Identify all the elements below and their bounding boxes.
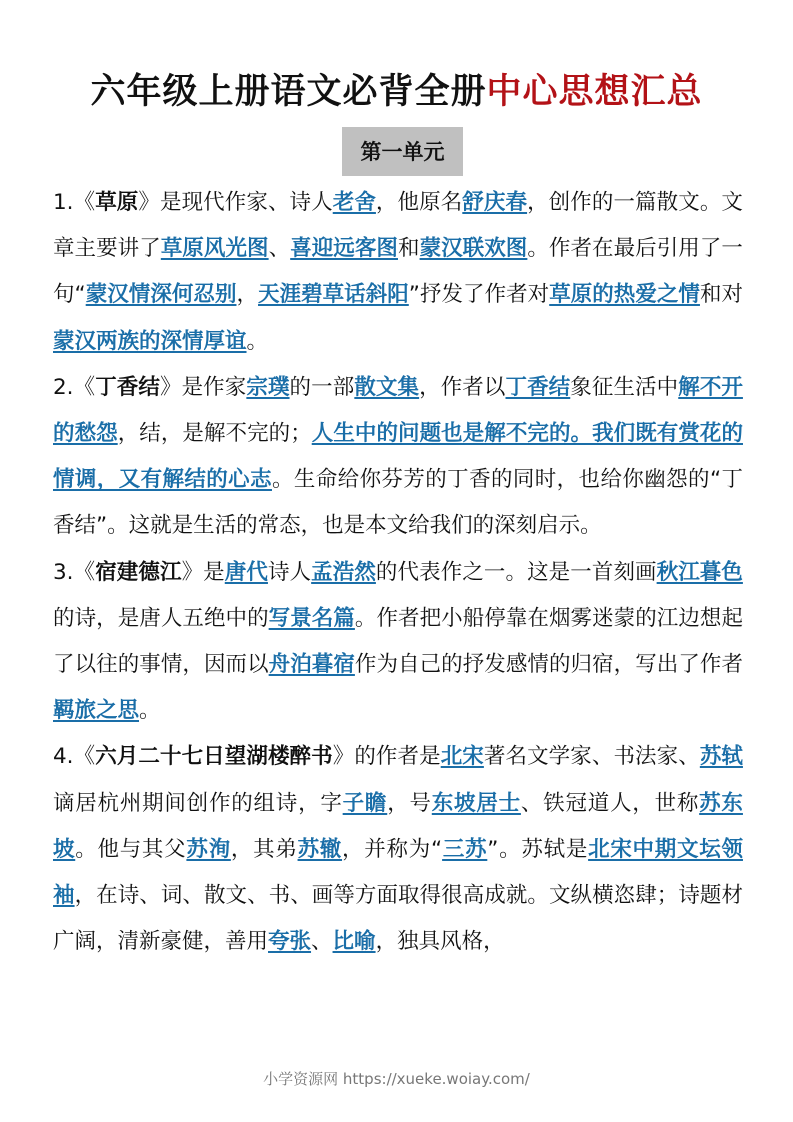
text-run: 、铁冠道人，世称 xyxy=(520,790,700,816)
paragraph-number: 4. xyxy=(53,744,74,770)
paragraph-2 xyxy=(53,365,743,550)
text-run: 谪居杭州期间创作的组诗，字 xyxy=(53,790,343,816)
document-body xyxy=(53,180,743,965)
text-run: 《 xyxy=(73,190,96,215)
key-phrase: 草原的热爱之情 xyxy=(549,282,700,308)
key-phrase: 苏东坡 xyxy=(53,790,743,862)
key-phrase: 北宋 xyxy=(440,744,484,770)
key-phrase: 苏辙 xyxy=(297,836,343,862)
text-run: 和 xyxy=(398,236,420,262)
title-main: 六年级上册语文必背全册 xyxy=(90,72,487,112)
text-run: 作为自己的抒发感情的归宿，写出了作者 xyxy=(354,652,743,678)
key-phrase: 羁旅之思 xyxy=(53,698,140,724)
work-title: 宿建德江 xyxy=(95,559,182,585)
key-phrase: 夸张 xyxy=(268,929,312,955)
text-run: 。生命给你芬芳的丁香的同时，也给你幽怨的“丁香结”。这就是生活的常态，也是本文给我们的深刻启示。 xyxy=(53,467,743,539)
key-phrase: 老舍 xyxy=(332,190,376,215)
key-phrase: 舟泊暮宿 xyxy=(268,652,355,678)
paragraph-number: 2. xyxy=(53,374,74,400)
text-run: 的代表作之一。这是一首刻画 xyxy=(375,559,657,585)
text-run: ，并称为“ xyxy=(342,836,443,862)
key-phrase: 蒙汉联欢图 xyxy=(419,236,528,262)
text-run: 、 xyxy=(311,929,333,955)
key-phrase: 宗璞 xyxy=(246,374,290,400)
key-phrase: 喜迎远客图 xyxy=(290,236,398,262)
paragraph-number: 3. xyxy=(53,559,74,585)
text-run: ，他原名 xyxy=(375,190,463,215)
text-run: 。作者在最后引用了一句“ xyxy=(53,236,743,308)
key-phrase: 天涯碧草话斜阳 xyxy=(258,282,409,308)
text-run: 、 xyxy=(268,236,291,262)
text-run: 象征生活中 xyxy=(570,374,679,400)
key-phrase: 蒙汉情深何忍别 xyxy=(85,282,237,308)
text-run: 著名文学家、书法家、 xyxy=(483,744,700,770)
text-run: ，作者以 xyxy=(419,374,506,400)
work-title: 草原 xyxy=(95,190,139,215)
key-phrase: 散文集 xyxy=(354,374,420,400)
text-run: 和对 xyxy=(699,282,743,308)
paragraph-3 xyxy=(53,550,743,735)
text-run: 》的作者是 xyxy=(332,744,441,770)
text-run: 。他与其父 xyxy=(75,836,187,862)
key-phrase: 蒙汉两族的深情厚谊 xyxy=(53,328,247,354)
key-phrase: 苏轼 xyxy=(699,744,743,770)
text-run: 《 xyxy=(73,559,96,585)
key-phrase: 东坡居士 xyxy=(431,790,521,816)
key-phrase: 三苏 xyxy=(442,836,488,862)
key-phrase: 唐代 xyxy=(224,559,268,585)
key-phrase: 丁香结 xyxy=(505,374,571,400)
key-phrase: 子瞻 xyxy=(342,790,388,816)
key-phrase: 孟浩然 xyxy=(311,559,376,585)
key-phrase: 舒庆春 xyxy=(462,190,528,215)
text-run: ，独具风格， xyxy=(375,929,505,955)
key-phrase: 解不开的愁怨 xyxy=(53,374,743,447)
key-phrase: 北宋中期文坛领袖 xyxy=(53,836,743,909)
text-run: 《 xyxy=(73,744,96,770)
key-phrase: 秋江暮色 xyxy=(656,559,743,585)
text-run: ， xyxy=(236,282,259,308)
text-run: ，其弟 xyxy=(230,836,298,862)
text-run: ，创作的一篇散文。文章主要讲了 xyxy=(53,190,743,262)
work-title: 丁香结 xyxy=(95,374,160,400)
text-run: ，在诗、词、散文、书、画等方面取得很高成就。文纵横恣肆；诗题材广阔，清新豪健，善用 xyxy=(53,883,743,955)
text-run: ”抒发了作者对 xyxy=(408,282,550,308)
footer-watermark: 小学资源网 https://xueke.woiay.com/ xyxy=(263,1070,530,1088)
title-accent: 中心思想汇总 xyxy=(486,72,703,112)
text-run: ，号 xyxy=(387,790,432,816)
text-run: ，结，是解不完的； xyxy=(117,421,312,447)
paragraph-1 xyxy=(53,180,743,365)
text-run: 《 xyxy=(73,374,96,400)
key-phrase: 人生中的问题也是解不完的。我们既有赏花的情调，又有解结的心志 xyxy=(53,421,743,493)
text-run: 》是作家 xyxy=(159,374,247,400)
page-title xyxy=(0,66,793,118)
text-run: 。 xyxy=(139,698,161,724)
text-run: ”。苏轼是 xyxy=(487,836,589,862)
key-phrase: 比喻 xyxy=(332,929,376,955)
text-run: 诗人 xyxy=(267,559,312,585)
work-title: 六月二十七日望湖楼醉书 xyxy=(95,744,333,770)
key-phrase: 写景名篇 xyxy=(268,605,355,631)
key-phrase: 苏洵 xyxy=(186,836,231,862)
text-run: 的诗，是唐人五绝中的 xyxy=(53,605,269,631)
text-run: 》是现代作家、诗人 xyxy=(138,190,333,215)
paragraph-number: 1. xyxy=(53,190,74,215)
unit-heading: 第一单元 xyxy=(342,127,463,176)
paragraph-4 xyxy=(53,734,743,965)
text-run: 。作者把小船停靠在烟雾迷蒙的江边想起了以往的事情，因而以 xyxy=(53,605,743,678)
key-phrase: 草原风光图 xyxy=(160,236,269,262)
text-run: 的一部 xyxy=(289,374,355,400)
text-run: 。 xyxy=(246,328,269,354)
text-run: 》是 xyxy=(181,559,225,585)
